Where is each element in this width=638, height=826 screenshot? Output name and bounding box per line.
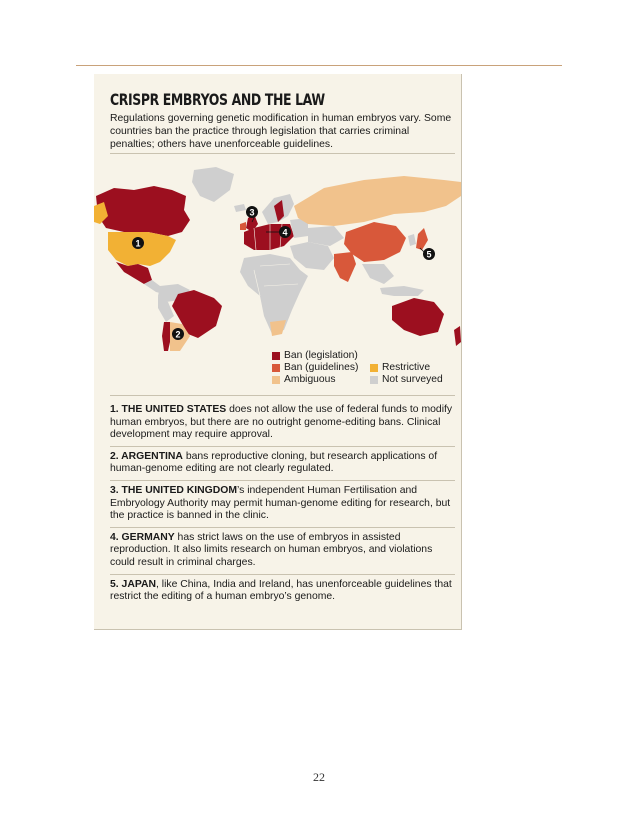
region-japan xyxy=(416,228,428,250)
legend-swatch-ban-legislation xyxy=(272,352,280,360)
region-new-zealand xyxy=(454,326,461,346)
map-legend xyxy=(272,350,460,386)
note-text: has strict laws on the use of embryos in assisted reproduction. It also limits research on human embryos, and violations could result in criminal charges. xyxy=(110,531,433,568)
note-japan xyxy=(110,575,455,608)
region-indonesia xyxy=(380,286,424,296)
region-se-asia xyxy=(362,264,394,284)
infographic-title: CRISPR EMBRYOS AND THE LAW xyxy=(110,90,325,109)
note-lead: 4. GERMANY xyxy=(110,531,175,543)
note-argentina xyxy=(110,447,455,481)
legend-swatch-restrictive xyxy=(370,364,378,372)
region-middle-east xyxy=(290,242,334,270)
region-iceland xyxy=(234,204,246,212)
page-number: 22 xyxy=(313,770,325,784)
legend-swatch-not-surveyed xyxy=(370,376,378,384)
region-south-africa xyxy=(270,320,286,336)
region-india xyxy=(334,252,356,282)
region-usa xyxy=(108,232,176,266)
note-lead: 1. THE UNITED STATES xyxy=(110,404,227,415)
note-text: ’s independent Human Fertilisation and Embryology Authority may permit human-genome editing for research, but the practice is banned in the clinic. xyxy=(110,484,451,522)
notes-divider xyxy=(110,395,455,396)
legend-restrictive xyxy=(370,362,430,374)
note-germany xyxy=(110,528,455,575)
header-rule xyxy=(76,65,562,66)
region-ireland xyxy=(240,222,246,230)
note-text: does not allow the use of federal funds to modify human embryos, but there are no outright genome-editing bans. Clinical development may require approval. xyxy=(110,404,453,441)
country-notes xyxy=(110,400,455,608)
svg-text:3: 3 xyxy=(249,207,255,218)
legend-label: Restrictive xyxy=(382,362,431,373)
legend-ban-guidelines xyxy=(272,362,370,374)
note-lead: 2. ARGENTINA xyxy=(110,450,183,462)
note-united-kingdom xyxy=(110,481,455,528)
note-united-states xyxy=(110,400,455,447)
map-marker-2 xyxy=(172,328,184,340)
note-text: , like China, India and Ireland, has unenforceable guidelines that restrict the editing of a human embryo’s genome. xyxy=(110,578,452,603)
region-australia xyxy=(392,298,444,336)
note-lead: 3. THE UNITED KINGDOM xyxy=(110,484,238,496)
svg-text:4: 4 xyxy=(282,227,288,238)
svg-text:2: 2 xyxy=(175,329,181,340)
legend-swatch-ambiguous xyxy=(272,376,280,384)
legend-label: Ban (legislation) xyxy=(284,350,358,361)
world-map xyxy=(94,166,461,351)
legend-label: Ban (guidelines) xyxy=(284,362,359,373)
svg-text:1: 1 xyxy=(135,238,141,249)
title-divider xyxy=(110,153,455,154)
region-korea xyxy=(408,234,416,246)
svg-text:5: 5 xyxy=(426,249,432,260)
infographic-subtitle: Regulations governing genetic modification in human embryos vary. Some countries ban the practice through legislation that carries criminal penalties; others have unenforceable guidelines. xyxy=(110,113,452,150)
legend-label: Not surveyed xyxy=(382,374,443,385)
legend-not-surveyed xyxy=(370,374,443,386)
map-marker-5 xyxy=(420,248,435,260)
region-chile xyxy=(162,322,170,351)
note-lead: 5. JAPAN xyxy=(110,578,157,590)
region-greenland xyxy=(192,167,234,202)
map-marker-1 xyxy=(132,237,144,249)
note-text: bans reproductive cloning, but research applications of human-genome editing are not clearly regulated. xyxy=(110,450,438,475)
infographic-panel xyxy=(94,74,462,630)
region-russia xyxy=(294,176,461,226)
legend-ambiguous xyxy=(272,374,370,386)
legend-label: Ambiguous xyxy=(284,374,336,385)
region-canada xyxy=(96,186,190,236)
legend-ban-legislation xyxy=(272,350,370,362)
region-central-asia xyxy=(308,226,344,246)
legend-swatch-ban-guidelines xyxy=(272,364,280,372)
